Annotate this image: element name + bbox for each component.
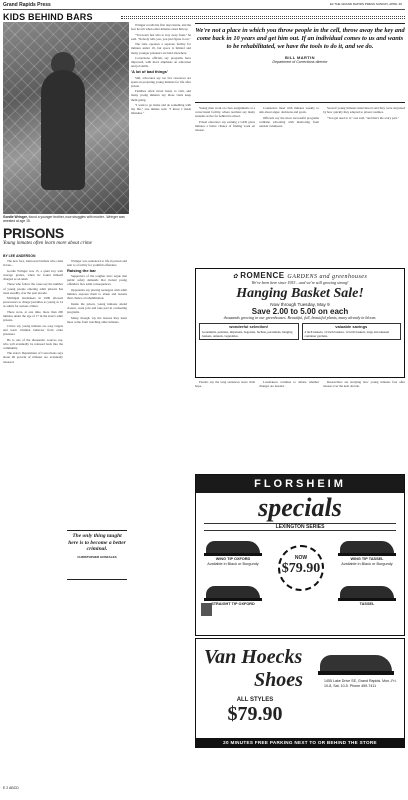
ad-box-selection (199, 323, 299, 340)
shoe-label: WING TIP TASSEL (350, 557, 384, 561)
deal-label: ALL STYLES (236, 697, 274, 703)
caption-name: Gordie Wringer, (3, 215, 28, 219)
shoe-label: TASSEL (359, 602, 375, 606)
story-column-4-continued (195, 380, 255, 472)
story-column-5-continued (259, 380, 319, 472)
section-title: KIDS BEHIND BARS (3, 12, 93, 22)
paragraph: The new face, Ionia-level inmate who came in late... (3, 259, 63, 268)
story-column-6-continued (323, 380, 405, 472)
shoe-label: WING TIP OXFORD (215, 557, 251, 561)
paragraph: Still, advocates say too few resources are spent on preparing young inmates for life after prison. (131, 75, 191, 88)
subheading: 'A lot of bad things' (131, 68, 168, 74)
pull-quote-text: The only thing taught here is to become a better criminal. (68, 533, 126, 552)
story-column-3 (131, 23, 191, 769)
ad-logo-shoes: Shoes (254, 669, 303, 691)
ad-logo: Van Hoecks (204, 646, 303, 668)
paragraph: Wringer was sentenced to life in prison and sent to a facility for youthful offenders. (67, 259, 127, 268)
ad-box-title: valuable savings (335, 324, 368, 329)
ad-tagline: We've been here since 1953 ...and we're still growing strong! (251, 280, 349, 285)
ad-sale-sub: thousands growing in our greenhouses. Beautiful, full, beautiful plants, many already in bloom. (223, 315, 377, 320)
ad-columns (199, 323, 401, 340)
story-column-2 (67, 259, 127, 769)
ad-sale-title: Hanging Basket Sale! (236, 286, 364, 301)
story-column-6 (323, 106, 405, 266)
ad-logo-sub: GARDENS and greenhouses (287, 274, 368, 280)
story-column-1 (3, 259, 63, 769)
deal-price: $79.90 (227, 703, 283, 725)
paragraph: "You get used to it," one said, "and that's the scary part." (327, 115, 400, 120)
subheading: Raising the bar (67, 267, 96, 273)
pull-quote-name: BILL MARTIN (285, 54, 315, 60)
paragraph: Prison educators say earning a GED gives inmates a better chance of finding work on release. (195, 119, 255, 132)
logo-flower-icon: ✿ (232, 274, 241, 280)
photo-caption (3, 215, 129, 223)
paragraph: "I want to go home and do something with my life," one inmate said. "I know I made mistakes." (131, 103, 191, 116)
paragraph: Gordie Wringer was 15, a quiet boy with average grades, when he found himself charged as an adult. (3, 268, 63, 281)
paragraph: He is one of the thousands, sources say, who will eventually be released back into the community. (3, 337, 63, 350)
paragraph: Corrections officials say programs have improved, with more emphasis on education and job skills. (131, 56, 191, 69)
price-burst (278, 545, 324, 591)
paragraph: Young men work on class assignments at a correctional facility, where teachers say many students arrive far behind in school. (195, 106, 255, 119)
ad-box-savings (302, 323, 402, 340)
pull-quote-main (195, 23, 405, 103)
paragraph: Critics say young inmates are easy targets and learn criminal behavior from older prisoners. (3, 323, 63, 336)
byline: BY LEE ANDERSON (3, 254, 36, 258)
masthead: Grand Rapids Press (3, 2, 51, 8)
paragraph: Supporters of the tougher laws argue that public safety demands that violent young offenders face adult consequences. (67, 274, 127, 287)
shoe-sub: Available in Black or Burgundy (341, 561, 393, 566)
store-info: 1455 Lake Drive SE, Grand Rapids. Mon.-Fri. 10-8, Sat. 10-5. Phone 459-7411 (324, 679, 397, 688)
pull-quote-text: We're not a place in which you throw people in the cell, throw away the key and come back in 10 years and get him out. If an individual comes to us and wants to be rehabilitated, we have the tools to do it, and we do. (195, 27, 405, 51)
ad-logo (198, 271, 402, 280)
shoe-icon (336, 580, 398, 602)
paragraph: Those who follow the cases say the number of young people entering adult prisons has risen steadily over the past decade. (3, 282, 63, 295)
section-bar (3, 12, 405, 22)
ad-collection: LEXINGTON SERIES (204, 523, 396, 531)
subhead: Young inmates often learn more about crime (3, 241, 92, 246)
barbed-wire-rule (121, 16, 405, 19)
burst-price: $79.90 (281, 561, 321, 576)
shoe-icon (202, 580, 264, 602)
paragraph: Inside the prison, young inmates attend classes, work jobs and take part in counseling programs. (67, 301, 127, 315)
pull-quote-secondary (67, 530, 127, 580)
shoe-icon (316, 647, 396, 677)
paragraph: Officials say the most successful programs combine schooling with mentoring from outside volunteers. (259, 115, 319, 128)
paragraph: "You learn fast who to stay away from," he said. "Nobody tells you, you just figure it out." (131, 32, 191, 41)
paragraph: Many, though, say the lessons they learn most come from watching other inmates. (67, 315, 127, 324)
shoe-sub: Available in Black or Burgundy (207, 561, 259, 566)
paragraph: Counselors meet with inmates weekly to talk about anger, decisions and goals. (259, 106, 319, 115)
ad-sale-price: Save 2.00 to 5.00 on each (251, 307, 349, 316)
burst-label: NOW (294, 555, 308, 561)
paragraph: Families often travel hours to visit, and many young inmates say those visits keep them going. (131, 89, 191, 102)
story-column-5 (259, 106, 319, 266)
size-chart (201, 603, 212, 616)
paragraph: There were, at one time, more than 200 inmates under the age of 17 in the state's adult prisons. (3, 310, 63, 323)
paragraph: Several young inmates interviewed said they were surprised by how quickly they adapted to prison routines. (323, 106, 405, 115)
ad-logo-text: ROMENCE (240, 271, 285, 280)
ad-deal (210, 697, 300, 726)
paragraph: Researchers are studying how young inmates fare after release over the next decade. (323, 380, 405, 389)
inmate-photo (3, 22, 129, 214)
caption-text: found a younger brother, now struggles with murder...Wringer was arrested at age 15. (3, 215, 125, 223)
pull-quote-title: Department of Corrections director (272, 59, 328, 64)
shoe-icon (336, 535, 398, 557)
folio: E2 THE GRAND RAPIDS PRESS SUNDAY, APRIL 30 (329, 2, 402, 6)
paragraph: Michigan lawmakers in 1996 allowed prosecutors to charge juveniles as young as 14 as adults for serious crimes. (3, 296, 63, 309)
ad-brand: FLORSHEIM (196, 475, 404, 493)
headline: PRISONS (3, 225, 64, 241)
parking-bar: 20 MINUTES FREE PARKING NEXT TO OR BEHIND THE STORE (196, 738, 404, 747)
paragraph: Opponents say placing teenagers with adult inmates exposes them to abuse and lessens their chance at rehabilitation. (67, 288, 127, 301)
paragraph: Parents say the long sentences leave little hope. (195, 380, 255, 389)
story-column-4 (195, 106, 255, 266)
pull-quote-name: CHRISTOPHER GONZALES (77, 554, 117, 559)
shoe-icon (202, 535, 264, 557)
paragraph: Lawmakers continue to debate whether changes are needed. (259, 380, 319, 389)
shoe-label: STRAIGHT TIP OXFORD (211, 602, 255, 606)
ad-box-text: 4 inch baskets, 10 inch baskets, 12 inch baskets, large and unusual container gardens. (304, 330, 390, 338)
ad-specials: specials (258, 493, 342, 522)
paragraph: The state operates a separate facility for inmates under 19, but space is limited and many younger prisoners are held elsewhere. (131, 42, 191, 55)
top-rule (3, 9, 405, 10)
paragraph: Wringer recalls his first days inside, and the fear he felt when older inmates sized him up. (131, 23, 191, 32)
van-hoecks-ad (195, 638, 405, 748)
shoe-item (202, 535, 264, 566)
shoe-item (336, 580, 398, 607)
florsheim-ad (195, 474, 405, 636)
ad-box-text: Geraniums, petunias, impatiens, begonias, fuchsia, perennials, hanging baskets, annuals, vegetables. (202, 330, 293, 338)
ad-sale-dates: Now through Tuesday, May 9 (270, 302, 330, 307)
shoe-item (336, 535, 398, 566)
romence-gardens-ad (195, 268, 405, 378)
paragraph: The state's Department of Corrections says about 96 percent of inmates are eventually released. (3, 351, 63, 364)
page-footer: E 2 ABCD (3, 786, 19, 790)
ad-box-title: wonderful selection! (229, 324, 269, 329)
photo-figure-body (41, 70, 85, 190)
